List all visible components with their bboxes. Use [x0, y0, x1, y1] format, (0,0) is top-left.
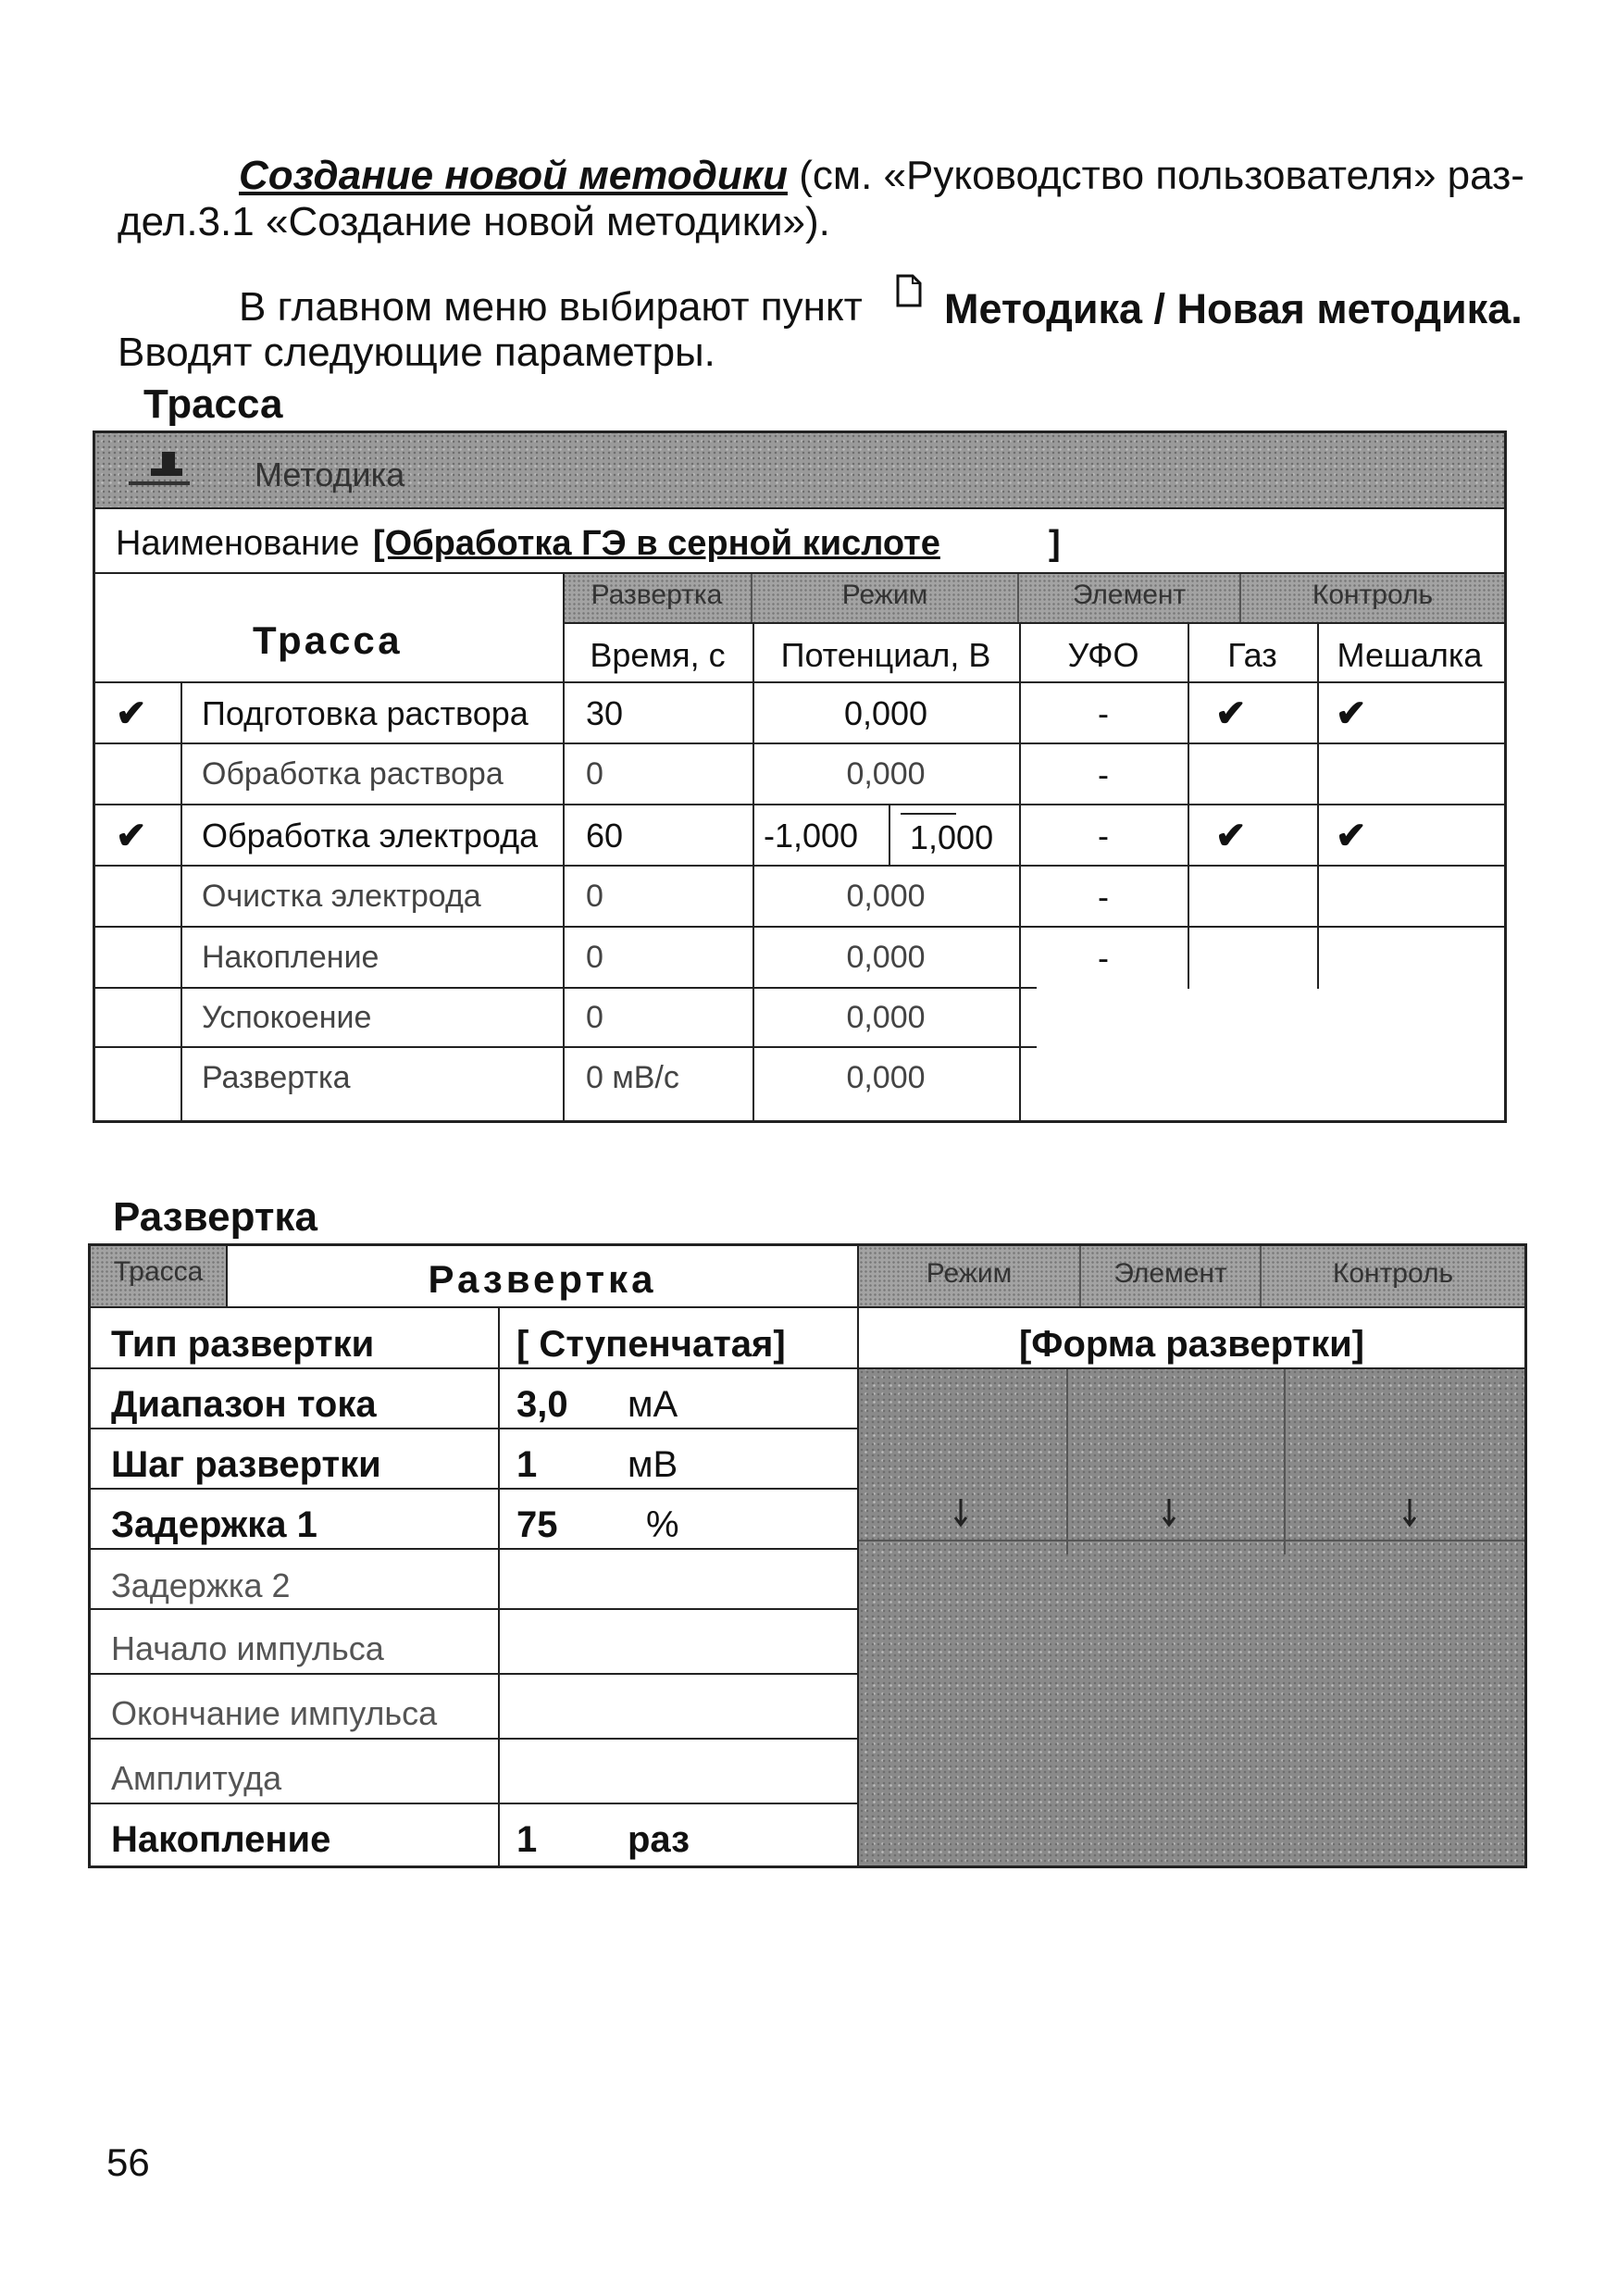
intro-line-1	[239, 153, 1524, 199]
scan-row-label: Окончание импульса	[111, 1694, 438, 1732]
params-intro: Вводят следующие параметры.	[118, 330, 715, 375]
scan-tabs	[859, 1246, 1524, 1306]
tab-element[interactable]: Элемент	[1019, 574, 1241, 622]
section-heading-trace: Трасса	[143, 381, 283, 427]
tab-control[interactable]: Контроль	[1241, 574, 1504, 622]
app-logo-icon	[127, 448, 192, 491]
scan-row-label: Начало импульса	[111, 1629, 384, 1667]
row-time[interactable]: 0	[586, 756, 603, 792]
tab-scan[interactable]: Развертка	[563, 574, 753, 622]
scan-row-value[interactable]: 3,0	[516, 1384, 568, 1425]
row-time[interactable]: 60	[586, 817, 624, 855]
scan-row-unit: %	[646, 1504, 679, 1545]
new-document-icon	[896, 274, 922, 307]
col-header-potential: Потенциал, В	[780, 636, 991, 674]
intro-title-rest: (см. «Руководство пользователя» раз-	[799, 153, 1524, 198]
row-potential[interactable]: 0,000	[846, 756, 926, 792]
row-ufo[interactable]: -	[1098, 817, 1109, 855]
col-header-time: Время, с	[590, 636, 726, 674]
scan-row-label: Шаг развертки	[111, 1444, 381, 1485]
row-name: Очистка электрода	[202, 879, 481, 914]
row-checkbox[interactable]: ✔	[116, 693, 147, 734]
row-time[interactable]: 30	[586, 694, 624, 732]
scan-row-label: Задержка 1	[111, 1504, 317, 1545]
row-potential[interactable]: 0,000	[846, 1000, 926, 1035]
col-header-gas: Газ	[1227, 636, 1277, 674]
col-header-ufo: УФО	[1067, 636, 1139, 674]
row-name: Накопление	[202, 940, 379, 975]
row-time[interactable]: 0 мВ/с	[586, 1060, 679, 1095]
tab-control[interactable]: Контроль	[1262, 1246, 1524, 1306]
row-time[interactable]: 0	[586, 879, 603, 914]
scan-row-label: Задержка 2	[111, 1566, 291, 1604]
scan-row-unit: раз	[628, 1819, 690, 1860]
row-name: Обработка электрода	[202, 817, 539, 855]
row-potential[interactable]: 0,000	[843, 694, 928, 732]
scan-row-value[interactable]: 75	[516, 1504, 558, 1545]
row-potential-start[interactable]: -1,000	[764, 817, 859, 855]
intro-line-2: дел.3.1 «Создание новой методики»).	[118, 199, 830, 244]
row-potential[interactable]: 0,000	[846, 940, 926, 975]
row-name: Обработка раствора	[202, 756, 504, 792]
row-potential[interactable]: 0,000	[846, 1060, 926, 1095]
scan-row-label: Диапазон тока	[111, 1384, 377, 1425]
form-label: [Форма развертки]	[1018, 1324, 1364, 1365]
row-ufo[interactable]: -	[1098, 939, 1109, 977]
method-window	[93, 430, 1507, 1123]
menu-path: Методика / Новая методика.	[944, 285, 1523, 332]
method-window-title: Методика	[255, 455, 405, 493]
row-mixer[interactable]: ✔	[1336, 693, 1367, 734]
row-name: Подготовка раствора	[202, 694, 529, 732]
method-window-titlebar	[95, 433, 1504, 507]
scan-window-title: Развертка	[428, 1257, 657, 1301]
row-ufo[interactable]: -	[1098, 755, 1109, 793]
scan-row-label: Тип развертки	[111, 1324, 375, 1365]
scan-row-label: Накопление	[111, 1819, 331, 1860]
trace-label: Трасса	[253, 618, 403, 662]
row-ufo[interactable]: -	[1098, 694, 1109, 732]
row-gas[interactable]: ✔	[1215, 693, 1247, 734]
tab-trace[interactable]: Трасса	[91, 1246, 228, 1306]
col-header-mixer: Мешалка	[1337, 636, 1483, 674]
scan-type-select[interactable]: [ Ступенчатая]	[516, 1324, 786, 1365]
scan-window	[88, 1243, 1527, 1868]
menu-instruction: В главном меню выбирают пункт	[239, 284, 863, 330]
row-mixer[interactable]: ✔	[1336, 816, 1367, 856]
tab-mode[interactable]: Режим	[859, 1246, 1081, 1306]
scan-row-unit: мВ	[628, 1444, 678, 1485]
scan-row-value[interactable]: 1	[516, 1819, 538, 1860]
row-potential-end[interactable]: 1,000	[910, 818, 994, 856]
trace-tabs	[563, 574, 1504, 622]
tab-mode[interactable]: Режим	[753, 574, 1019, 622]
waveform-arrows	[859, 1369, 1524, 1554]
row-name: Успокоение	[202, 1000, 372, 1035]
name-field-close: ]	[1049, 524, 1061, 563]
name-field[interactable]: [Обработка ГЭ в серной кислоте	[373, 524, 940, 563]
scan-row-unit: мА	[628, 1384, 678, 1425]
row-ufo[interactable]: -	[1098, 878, 1109, 916]
section-heading-scan: Развертка	[113, 1194, 317, 1240]
row-time[interactable]: 0	[586, 1000, 603, 1035]
intro-title: Создание новой методики	[239, 153, 788, 198]
scan-row-value[interactable]: 1	[516, 1444, 538, 1485]
waveform-preview	[859, 1369, 1524, 1866]
row-checkbox[interactable]: ✔	[116, 816, 147, 856]
row-potential[interactable]: 0,000	[846, 879, 926, 914]
scan-row-label: Амплитуда	[111, 1759, 282, 1797]
row-name: Развертка	[202, 1060, 351, 1095]
row-time[interactable]: 0	[586, 940, 603, 975]
row-gas[interactable]: ✔	[1215, 816, 1247, 856]
tab-element[interactable]: Элемент	[1081, 1246, 1262, 1306]
page-number: 56	[106, 2140, 150, 2184]
name-label: Наименование	[116, 524, 360, 563]
